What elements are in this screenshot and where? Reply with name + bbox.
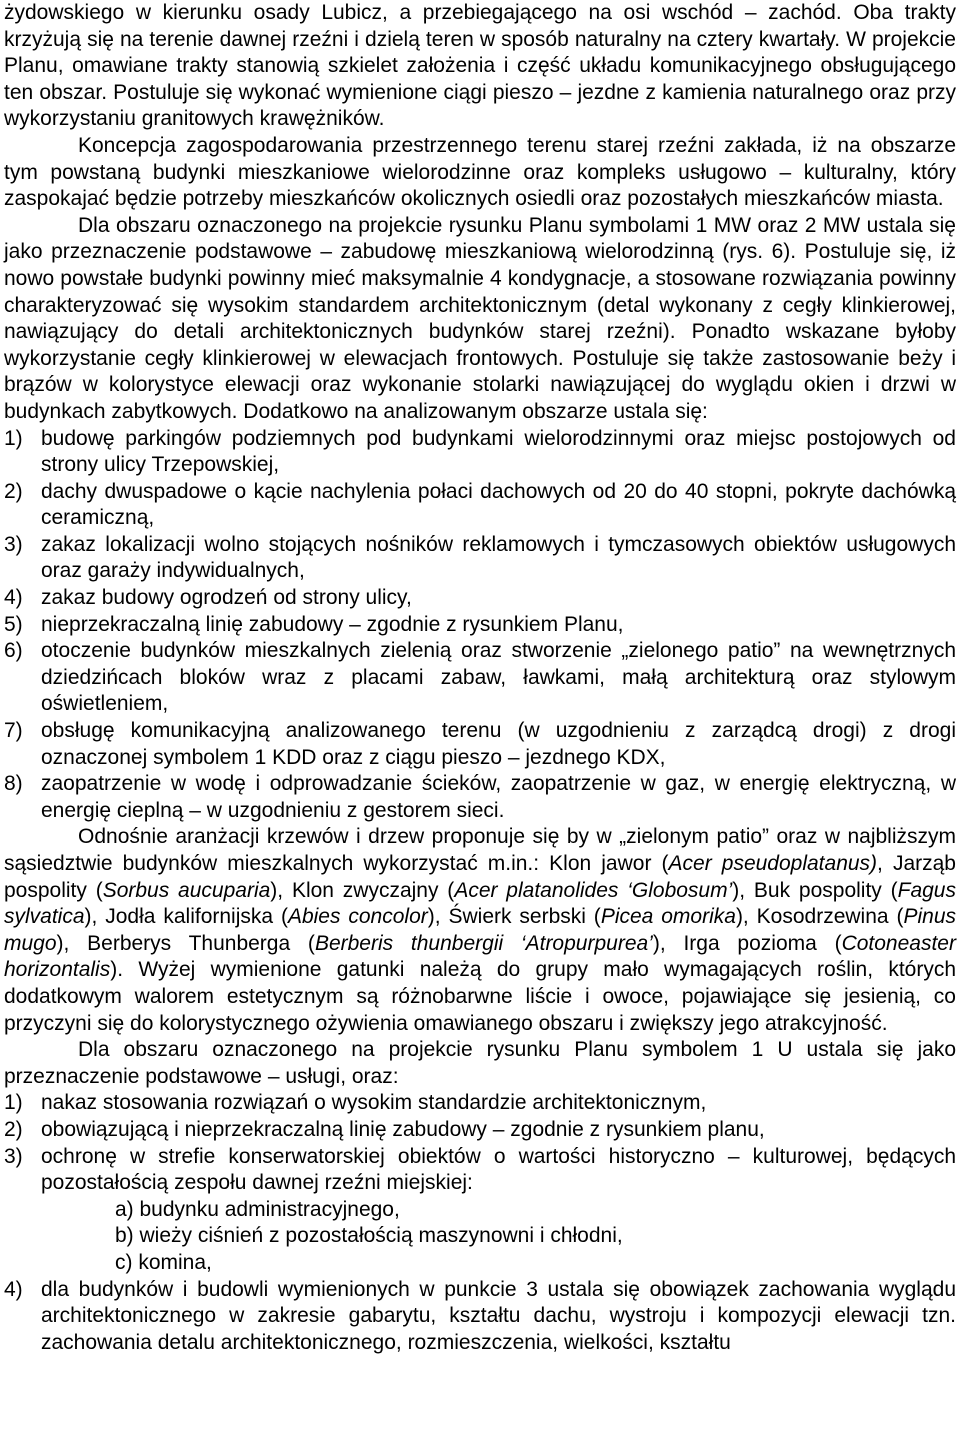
concept-paragraph: Koncepcja zagospodarowania przestrzennego terenu starej rzeźni zakłada, iż na obszarze tym powstaną budynki mieszkaniowe wielorodzinne oraz kompleks usługowo – kulturalny, który zaspokajać będzie potrzeby mieszkańców okolicznych osiedli oraz pozostałych mieszkańców miasta. <box>4 133 956 211</box>
trees-text: Odnośnie aranżacji krzewów i drzew proponuje się by w „zielonym patio” oraz w najbliższym sąsiedztwie budynków mieszkalnych wykorzystać m.in.: Klon jawor ( <box>4 825 956 875</box>
list-number: 6) <box>4 639 23 663</box>
latin-name: Berberis thunbergii ‘Atropurpurea’ <box>314 931 653 955</box>
list-text: dla budynków i budowli wymienionych w punkcie 3 ustala się obowiązek zachowania wyglądu architektonicznego w zakresie gabarytu, kształtu dachu, wystroju i kompozycji elewacji tzn. zachowania detalu architektonicznego, rozmieszczenia, wielkości, kształtu <box>41 1277 956 1354</box>
mw-list <box>4 426 956 825</box>
mw-paragraph: Dla obszaru oznaczonego na projekcie rysunku Planu symbolami 1 MW oraz 2 MW ustala się jako przeznaczenie podstawowe – zabudowę mieszkaniową wielorodzinną (rys. 6). Postuluje się, iż nowo powstałe budynki powinny mieć maksymalnie 4 kondygnacje, a stosowane rozwiązania powinny charakteryzować się wysokim standardem architektonicznym (detal wykonany z cegły klinkierowej, nawiązujący do detali architektonicznych budynków starej rzeźni). Ponadto wskazane byłoby wykorzystanie cegły klinkierowej w elewacjach frontowych. Postuluje się także zastosowanie beży i brązów w kolorystyce elewacji oraz wykonanie stolarki nawiązującej do wyglądu okien i drzwi w budynkach zabytkowych. Dodatkowo na analizowanym obszarze ustala się: <box>4 213 956 423</box>
list-item <box>4 718 956 771</box>
latin-name: Fagus sylvatica <box>4 878 956 929</box>
list-text: zakaz budowy ogrodzeń od strony ulicy, <box>41 586 412 610</box>
list-number: 3) <box>4 1144 23 1168</box>
list-item <box>4 585 956 612</box>
trees-text: ), Buk pospolity ( <box>732 878 898 902</box>
list-item <box>4 532 956 585</box>
trees-text: ), Berberys Thunberga ( <box>56 931 315 955</box>
u-list <box>4 1090 956 1356</box>
list-text: ochronę w strefie konserwatorskiej obiektów o wartości historyczno – kulturowej, będących pozostałością zespołu dawnej rzeźni miejskiej: <box>41 1144 956 1195</box>
list-number: 2) <box>4 1117 23 1141</box>
list-text: zakaz lokalizacji wolno stojących nośników reklamowych i tymczasowych obiektów usługowych oraz garaży indywidualnych, <box>41 532 956 583</box>
latin-name: Pinus mugo <box>4 905 956 955</box>
trees-text: ), Świerk serbski ( <box>427 905 601 929</box>
trees-text: , Jarząb pospolity ( <box>4 852 956 902</box>
trees-text: ). Wyżej wymienione gatunki należą do grupy mało wymagających roślin, których dodatkowym walorem estetycznym są różnobarwne liście i owoce, pojawiające się jesienią, co przyczyni się do kolorystycznego ożywienia omawianego obszaru i zwiększy jego atrakcyjność. <box>4 958 956 1035</box>
list-item <box>4 1090 956 1117</box>
list-number: 5) <box>4 612 23 636</box>
list-number: 8) <box>4 772 23 796</box>
u-sublist <box>41 1197 956 1277</box>
list-item <box>4 426 956 479</box>
list-text: nakaz stosowania rozwiązań o wysokim standardzie architektonicznym, <box>41 1091 707 1115</box>
latin-name: Cotoneaster horizontalis <box>4 931 956 982</box>
trees-text: ), Jodła kalifornijska ( <box>84 905 288 929</box>
list-number: 3) <box>4 532 23 556</box>
latin-name: Sorbus aucuparia <box>102 878 271 902</box>
list-text: zaopatrzenie w wodę i odprowadzanie ścieków, zaopatrzenie w gaz, w energię elektryczną, w energię cieplną – w uzgodnieniu z gestorem sieci. <box>41 772 956 822</box>
list-number: 1) <box>4 1091 23 1115</box>
list-item <box>4 1144 956 1277</box>
sublist-item: b) wieży ciśnień z pozostałością maszynowni i chłodni, <box>115 1224 623 1248</box>
list-number: 2) <box>4 479 23 503</box>
intro-paragraph: żydowskiego w kierunku osady Lubicz, a przebiegającego na osi wschód – zachód. Oba trakty krzyżują się na terenie dawnej rzeźni i dzielą teren w sposób naturalny na cztery kwartały. W projekcie Planu, omawiane trakty stanowią szkielet założenia i część układu komunikacyjnego obsługującego ten obszar. Postuluje się wykonać wymienione ciągi pieszo – jezdne z kamienia naturalnego oraz przy wykorzystaniu granitowych krawężników. <box>4 1 956 131</box>
list-text: obsługę komunikacyjną analizowanego terenu (w uzgodnieniu z zarządcą drogi) z drogi oznaczonej symbolem 1 KDD oraz z ciągu pieszo – jezdnego KDX, <box>41 719 956 769</box>
list-text: dachy dwuspadowe o kącie nachylenia połaci dachowych od 20 do 40 stopni, pokryte dachówką ceramiczną, <box>41 479 956 530</box>
list-item <box>4 638 956 718</box>
list-number: 1) <box>4 426 23 450</box>
trees-text: ), Kosodrzewina ( <box>735 905 904 929</box>
list-item <box>4 771 956 824</box>
list-item <box>4 612 956 639</box>
list-text: obowiązującą i nieprzekraczalną linię zabudowy – zgodnie z rysunkiem planu, <box>41 1117 765 1141</box>
sublist-item: c) komina, <box>115 1250 212 1274</box>
latin-name: Acer pseudoplatanus) <box>668 852 878 875</box>
latin-name: Picea omorika <box>600 905 736 929</box>
list-text: otoczenie budynków mieszkalnych zielenią oraz stworzenie „zielonego patio” na wewnętrznych dziedzińcach bloków wraz z placami zabaw, ławkami, małą architekturą oraz stylowym oświetleniem, <box>41 639 956 716</box>
latin-name: Acer platanolides ‘Globosum’ <box>454 878 733 902</box>
list-item <box>4 479 956 532</box>
list-text: nieprzekraczalną linię zabudowy – zgodnie z rysunkiem Planu, <box>41 612 624 636</box>
list-number: 7) <box>4 719 23 743</box>
latin-name: Abies concolor <box>287 905 428 929</box>
trees-text: ), Irga pozioma ( <box>652 931 842 955</box>
list-text: budowę parkingów podziemnych pod budynkami wielorodzinnymi oraz miejsc postojowych od strony ulicy Trzepowskiej, <box>41 426 956 477</box>
list-number: 4) <box>4 1277 23 1301</box>
trees-paragraph <box>4 824 956 1037</box>
list-item <box>4 1117 956 1144</box>
trees-text: ), Klon zwyczajny ( <box>270 878 455 902</box>
sublist-item: a) budynku administracyjnego, <box>115 1197 400 1221</box>
list-number: 4) <box>4 586 23 610</box>
list-item <box>4 1277 956 1357</box>
u-paragraph: Dla obszaru oznaczonego na projekcie rysunku Planu symbolem 1 U ustala się jako przeznaczenie podstawowe – usługi, oraz: <box>4 1038 956 1088</box>
